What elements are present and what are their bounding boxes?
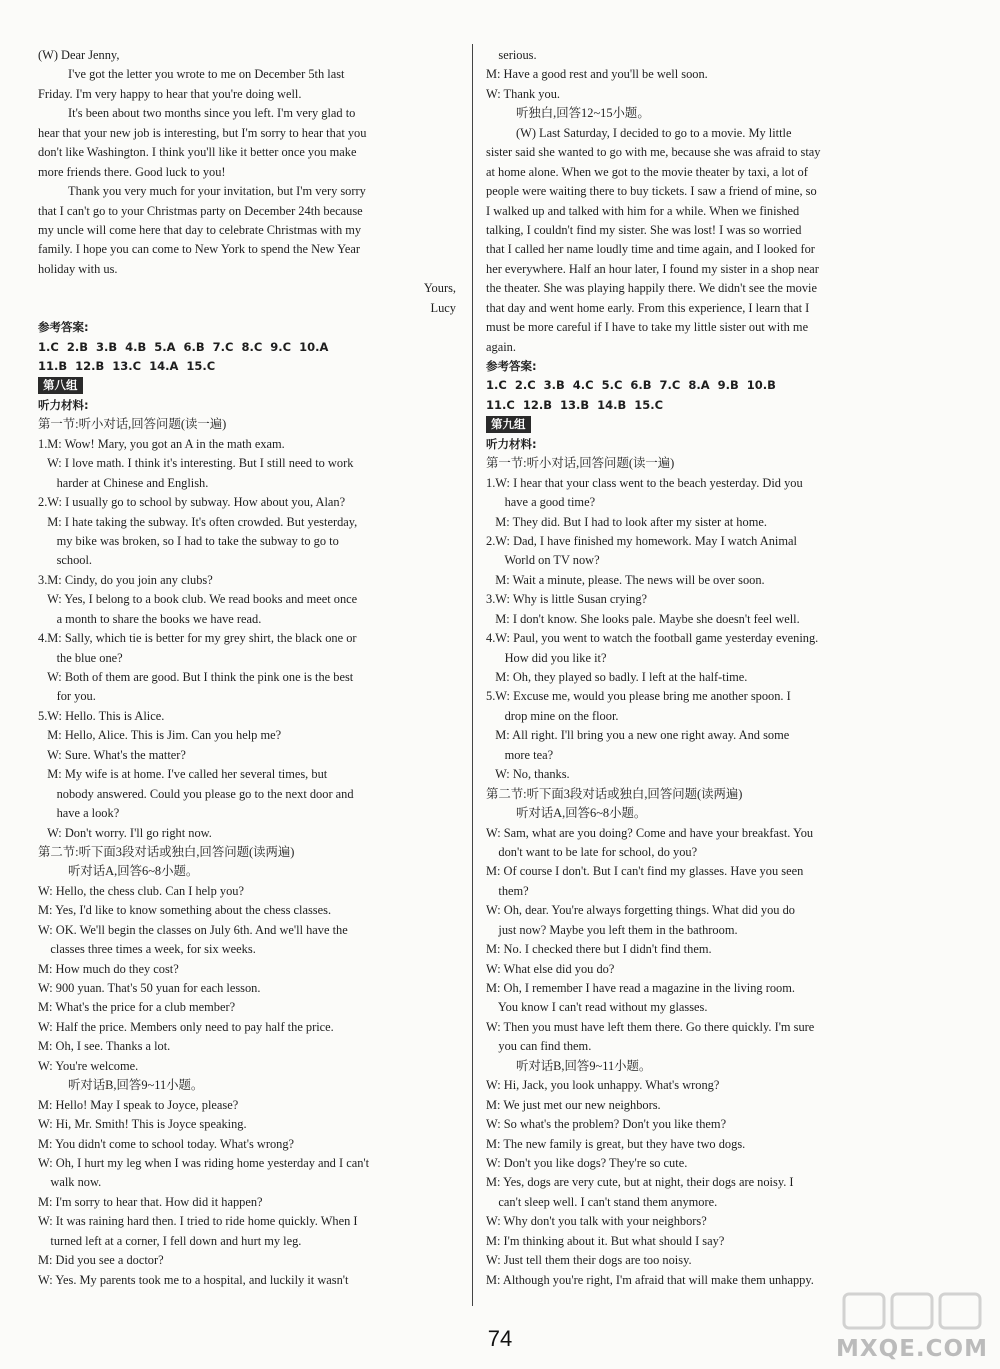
text-line: M: My wife is at home. I've called her several times, but (38, 767, 328, 782)
text-line: more friends there. Good luck to you! (38, 164, 226, 179)
text-line: again. (486, 339, 516, 354)
text-line: W: Hello, the chess club. Can I help you? (38, 883, 244, 898)
text-line: 2.W: Dad, I have finished my homework. May I watch Animal (486, 533, 797, 548)
text-line: W: Just tell them their dogs are too noisy. (486, 1253, 692, 1268)
text-line: have a look? (38, 806, 120, 821)
text-line: that I called her name loudly time and time again, and I looked for (486, 242, 815, 257)
text-line: 第二节:听下面3段对话或独白,回答问题(读两遍) (486, 786, 743, 801)
text-line: W: Yes, I belong to a book club. We read books and meet once (38, 592, 358, 607)
text-line: W: Don't worry. I'll go right now. (38, 825, 212, 840)
text-line: M: Of course I don't. But I can't find my glasses. Have you seen (486, 864, 804, 879)
text-line: Thank you very much for your invitation, but I'm very sorry (68, 184, 366, 199)
text-line: M: Did you see a doctor? (38, 1253, 164, 1268)
text-line: M: Yes, dogs are very cute, but at night, their dogs are noisy. I (486, 1175, 794, 1190)
text-line: M: Oh, I remember I have read a magazine in the living room. (486, 981, 795, 995)
text-line: W: So what's the problem? Don't you like them? (486, 1117, 727, 1132)
text-line: turned left at a corner, I fell down and hurt my leg. (38, 1233, 302, 1248)
text-line: M: The new family is great, but they have two dogs. (486, 1136, 746, 1151)
text-line: 11.C 12.B 13.B 14.B 15.C (486, 397, 664, 412)
text-line: M: They did. But I had to look after my sister at home. (486, 514, 767, 529)
text-line: M: Oh, they played so badly. I left at the half-time. (486, 670, 748, 684)
text-line: her everywhere. Half an hour later, I found my sister in a shop near (486, 261, 819, 276)
text-line: 听力材料: (486, 436, 537, 451)
text-line: you can find them. (486, 1039, 592, 1054)
text-line: harder at Chinese and English. (38, 475, 209, 490)
text-line: W: No, thanks. (486, 767, 570, 782)
text-line: W: Then you must have left them there. Go there quickly. I'm sure (486, 1019, 815, 1034)
column-divider (472, 44, 473, 1306)
text-line: M: I don't know. She looks pale. Maybe she doesn't feel well. (486, 611, 800, 626)
text-line: W: Sam, what are you doing? Come and have your breakfast. You (486, 825, 814, 840)
text-line: 3.M: Cindy, do you join any clubs? (38, 572, 213, 587)
text-line: drop mine on the floor. (486, 708, 619, 723)
text-line: M: No. I checked there but I didn't find them. (486, 942, 712, 957)
text-line: 5.W: Hello. This is Alice. (38, 708, 165, 723)
text-line: that day and went home early. From this experience, I learn that I (486, 300, 810, 315)
text-line: a month to share the books we have read. (38, 611, 262, 626)
text-line: M: Yes, I'd like to know something about the chess classes. (38, 903, 332, 918)
text-line: walk now. (38, 1175, 102, 1190)
text-line: holiday with us. (38, 261, 118, 276)
text-line: nobody answered. Could you please go to the next door and (38, 786, 354, 801)
text-line: 听对话B,回答9~11小题。 (516, 1058, 652, 1073)
text-line: 4.W: Paul, you went to watch the football game yesterday evening. (486, 631, 819, 646)
text-line: my uncle will come here that day to celebrate Christmas with my (38, 222, 362, 237)
text-line: W: Oh, I hurt my leg when I was riding home yesterday and I can't (38, 1155, 370, 1170)
text-line: can't sleep well. I can't stand them anymore. (486, 1194, 718, 1209)
text-line: M: All right. I'll bring you a new one right away. And some (486, 728, 790, 743)
text-line: 1.W: I hear that your class went to the beach yesterday. Did you (486, 475, 803, 490)
text-line: don't want to be late for school, do you? (486, 844, 698, 859)
text-line: that I can't go to your Christmas party on December 24th because (38, 203, 363, 218)
text-line: more tea? (486, 747, 554, 762)
text-line: 11.B 12.B 13.C 14.A 15.C (38, 359, 216, 373)
text-line: 听力材料: (38, 397, 89, 412)
text-line: World on TV now? (486, 553, 600, 568)
text-line: W: Yes. My parents took me to a hospital, and luckily it wasn't (38, 1272, 349, 1287)
text-line: You know I can't read without my glasses. (486, 1000, 708, 1015)
text-line: How did you like it? (486, 650, 607, 665)
text-line: 听独白,回答12~15小题。 (516, 106, 650, 121)
text-line: M: Have a good rest and you'll be well soon. (486, 67, 708, 82)
text-line: 参考答案: (486, 359, 537, 373)
text-line: 听对话A,回答6~8小题。 (516, 806, 647, 821)
section-header: 第八组 (38, 377, 83, 394)
text-line: W: What else did you do? (486, 961, 615, 976)
text-line: Yours, (423, 281, 456, 296)
text-line: I walked up and talked with him for a while. When we finished (486, 203, 800, 218)
text-line: M: We just met our new neighbors. (486, 1097, 661, 1112)
text-line: 第一节:听小对话,回答问题(读一遍) (486, 456, 675, 471)
text-line: 1.M: Wow! Mary, you got an A in the math exam. (38, 436, 285, 451)
text-line: Friday. I'm very happy to hear that you're doing well. (38, 86, 302, 101)
text-line: 1.C 2.B 3.B 4.B 5.A 6.B 7.C 8.C 9.C 10.A (38, 339, 329, 354)
text-line: W: I love math. I think it's interesting. But I still need to work (38, 456, 354, 471)
text-line: W: Hi, Jack, you look unhappy. What's wrong? (486, 1078, 720, 1093)
text-line: classes three times a week, for six weeks. (38, 942, 256, 957)
text-line: W: Sure. What's the matter? (38, 747, 186, 762)
text-line: M: Hello! May I speak to Joyce, please? (38, 1097, 239, 1112)
text-line: the blue one? (38, 650, 123, 665)
text-line (486, 415, 906, 434)
text-line: M: Hello, Alice. This is Jim. Can you help me? (38, 728, 282, 743)
text-line: W: Don't you like dogs? They're so cute. (486, 1155, 688, 1170)
text-line: W: Both of them are good. But I think the pink one is the best (38, 670, 354, 684)
text-line: my bike was broken, so I had to take the subway to go to (38, 533, 339, 548)
text-line: M: You didn't come to school today. What's wrong? (38, 1136, 295, 1151)
text-line: at home alone. When we got to the movie theater by taxi, a lot of (486, 164, 808, 179)
text-line: W: You're welcome. (38, 1058, 139, 1073)
text-line: school. (38, 553, 93, 568)
text-line: sister said she wanted to go with me, because she was afraid to stay (486, 145, 821, 160)
text-line: must be more careful if I have to take my little sister out with me (486, 320, 809, 335)
text-line: W: Half the price. Members only need to pay half the price. (38, 1019, 334, 1034)
text-line: M: I hate taking the subway. It's often crowded. But yesterday, (38, 514, 358, 529)
text-line: them? (486, 883, 529, 898)
text-line: have a good time? (486, 495, 596, 510)
text-line: (W) Dear Jenny, (38, 48, 120, 62)
text-line: don't like Washington. I think you'll like it better once you make (38, 145, 357, 160)
text-line: the theater. She was playing happily there. We didn't see the movie (486, 281, 817, 296)
text-line: M: What's the price for a club member? (38, 1000, 236, 1015)
text-line: 3.W: Why is little Susan crying? (486, 592, 648, 607)
left-column (38, 46, 460, 1290)
text-line: hear that your new job is interesting, but I'm sorry to hear that you (38, 125, 367, 140)
text-line: family. I hope you can come to New York to spend the New Year (38, 242, 360, 257)
section-header: 第九组 (486, 416, 531, 433)
text-line: people were waiting there to buy tickets. I saw a friend of mine, so (486, 184, 817, 199)
text-line: 4.M: Sally, which tie is better for my grey shirt, the black one or (38, 631, 357, 646)
text-line: 听对话A,回答6~8小题。 (68, 864, 199, 879)
text-line: 第二节:听下面3段对话或独白,回答问题(读两遍) (38, 844, 295, 859)
text-line: W: 900 yuan. That's 50 yuan for each lesson. (38, 981, 261, 995)
text-line: M: Although you're right, I'm afraid that will make them unhappy. (486, 1272, 814, 1287)
page-number: 74 (487, 1326, 513, 1351)
watermark-text: MXQE.COM (836, 1336, 988, 1362)
text-line: for you. (38, 689, 96, 704)
text-line: just now? Maybe you left them in the bathroom. (486, 922, 738, 937)
text-line: W: Hi, Mr. Smith! This is Joyce speaking. (38, 1117, 247, 1132)
text-line: (W) Last Saturday, I decided to go to a movie. My little (516, 125, 792, 140)
text-line: Lucy (430, 300, 456, 315)
right-column (486, 46, 906, 1290)
text-line: It's been about two months since you left. I'm very glad to (68, 106, 356, 121)
text-line: serious. (486, 48, 537, 62)
text-line: M: I'm thinking about it. But what should I say? (486, 1233, 725, 1248)
text-line: 5.W: Excuse me, would you please bring me another spoon. I (486, 689, 791, 704)
text-line: 2.W: I usually go to school by subway. How about you, Alan? (38, 495, 346, 510)
text-line: M: Oh, I see. Thanks a lot. (38, 1039, 171, 1054)
text-line: 听对话B,回答9~11小题。 (68, 1078, 204, 1093)
text-line (38, 376, 460, 395)
text-line: I've got the letter you wrote to me on December 5th last (68, 67, 345, 82)
text-line: M: Wait a minute, please. The news will be over soon. (486, 572, 765, 587)
text-line: 第一节:听小对话,回答问题(读一遍) (38, 417, 227, 432)
text-line: W: It was raining hard then. I tried to ride home quickly. When I (38, 1214, 358, 1229)
text-line: M: How much do they cost? (38, 961, 179, 976)
text-line: 1.C 2.C 3.B 4.C 5.C 6.B 7.C 8.A 9.B 10.B (486, 378, 776, 393)
text-line: W: Oh, dear. You're always forgetting things. What did you do (486, 903, 795, 918)
text-line: W: OK. We'll begin the classes on July 6th. And we'll have the (38, 922, 348, 937)
text-line: talking, I couldn't find my sister. She was lost! I was so worried (486, 222, 802, 237)
text-line: 参考答案: (38, 320, 89, 335)
text-line: W: Why don't you talk with your neighbors? (486, 1214, 707, 1229)
text-line: W: Thank you. (486, 86, 560, 101)
text-line: M: I'm sorry to hear that. How did it happen? (38, 1194, 263, 1209)
